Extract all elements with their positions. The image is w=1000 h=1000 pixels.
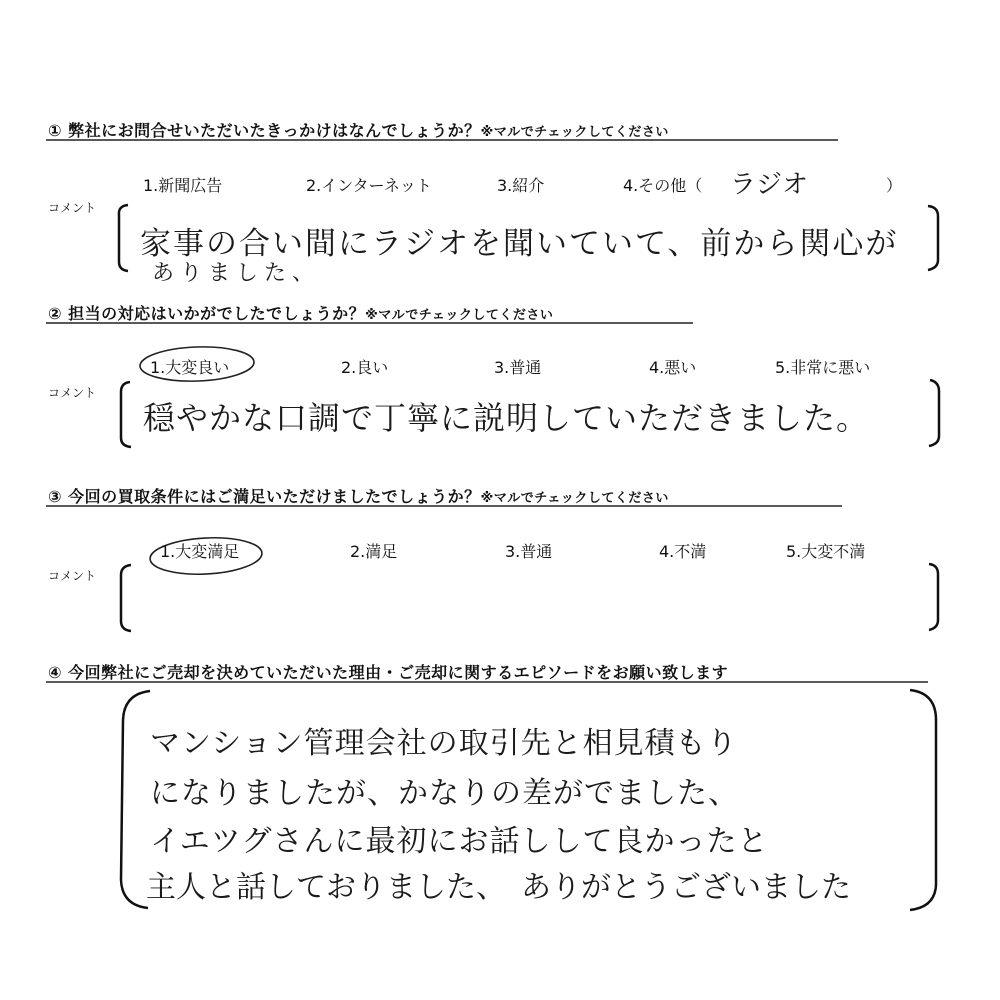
- q1-title-text: ① 弊社にお問合せいただいたきっかけはなんでしょうか？: [48, 121, 481, 140]
- q3-option-very-satisfied[interactable]: 1.大変満足: [160, 542, 240, 561]
- q2-title-text: ② 担当の対応はいかがでしたでしょうか？: [48, 304, 366, 323]
- q1-title: [48, 118, 669, 141]
- q4-comment-line-2: になりましたが、かなりの差がでました、: [150, 776, 739, 811]
- q2-option-good[interactable]: 2.良い: [341, 358, 389, 377]
- q2-note: ※マルでチェックしてください: [365, 308, 554, 323]
- q4-bracket-right: [910, 690, 936, 910]
- q1-other-answer: ラジオ: [730, 170, 809, 200]
- q1-option-other[interactable]: 4.その他（: [623, 176, 703, 195]
- q4-title-text: ④ 今回弊社にご売却を決めていただいた理由・ご売却に関するエピソードをお願い致します: [48, 663, 729, 682]
- q4-comment-line-4: 主人と話しておりました、 ありがとうございました: [146, 870, 851, 905]
- q2-comment-line-1: 穏やかな口調で丁寧に説明していただきました。: [143, 399, 870, 437]
- q3-comment-label: コメント: [48, 569, 97, 583]
- q4-comment-line-1: マンション管理会社の取引先と相見積もり: [150, 726, 738, 761]
- q1-comment-label: コメント: [48, 201, 97, 215]
- q1-option-newspaper[interactable]: 1.新聞広告: [143, 176, 223, 195]
- q1-bracket-left: [119, 205, 128, 271]
- q1-option-other-close: ）: [886, 176, 903, 195]
- q1-bracket-right: [928, 206, 938, 270]
- q3-note: ※マルでチェックしてください: [480, 491, 669, 506]
- q2-option-very-bad[interactable]: 5.非常に悪い: [775, 358, 871, 377]
- q2-option-bad[interactable]: 4.悪い: [649, 358, 697, 377]
- q2-bracket-left: [121, 382, 131, 447]
- q3-title: [48, 484, 669, 507]
- q3-option-dissatisfied[interactable]: 4.不満: [659, 542, 707, 561]
- q2-comment-label: コメント: [48, 386, 97, 400]
- q2-option-very-good[interactable]: 1.大変良い: [150, 358, 230, 377]
- q1-note: ※マルでチェックしてください: [480, 125, 669, 140]
- q3-option-average[interactable]: 3.普通: [505, 542, 553, 561]
- q3-option-satisfied[interactable]: 2.満足: [350, 542, 398, 561]
- q4-title: [48, 660, 728, 683]
- q3-option-very-dissatisfied[interactable]: 5.大変不満: [786, 542, 866, 561]
- q2-option-average[interactable]: 3.普通: [494, 358, 542, 377]
- q3-title-text: ③ 今回の買取条件にはご満足いただけましたでしょうか？: [48, 487, 481, 506]
- q1-comment-line-1: 家事の合い間にラジオを聞いていて、前から関心が: [140, 226, 899, 262]
- q3-bracket-left: [121, 565, 131, 631]
- q2-bracket-right: [929, 380, 939, 446]
- q2-title: [48, 301, 553, 324]
- q1-option-internet[interactable]: 2.インターネット: [306, 176, 432, 195]
- q1-comment-line-2: ありました、: [152, 261, 321, 286]
- q4-comment-line-3: イエツグさんに最初にお話しして良かったと: [150, 824, 769, 859]
- q3-bracket-right: [929, 564, 938, 630]
- q1-option-referral[interactable]: 3.紹介: [497, 176, 545, 195]
